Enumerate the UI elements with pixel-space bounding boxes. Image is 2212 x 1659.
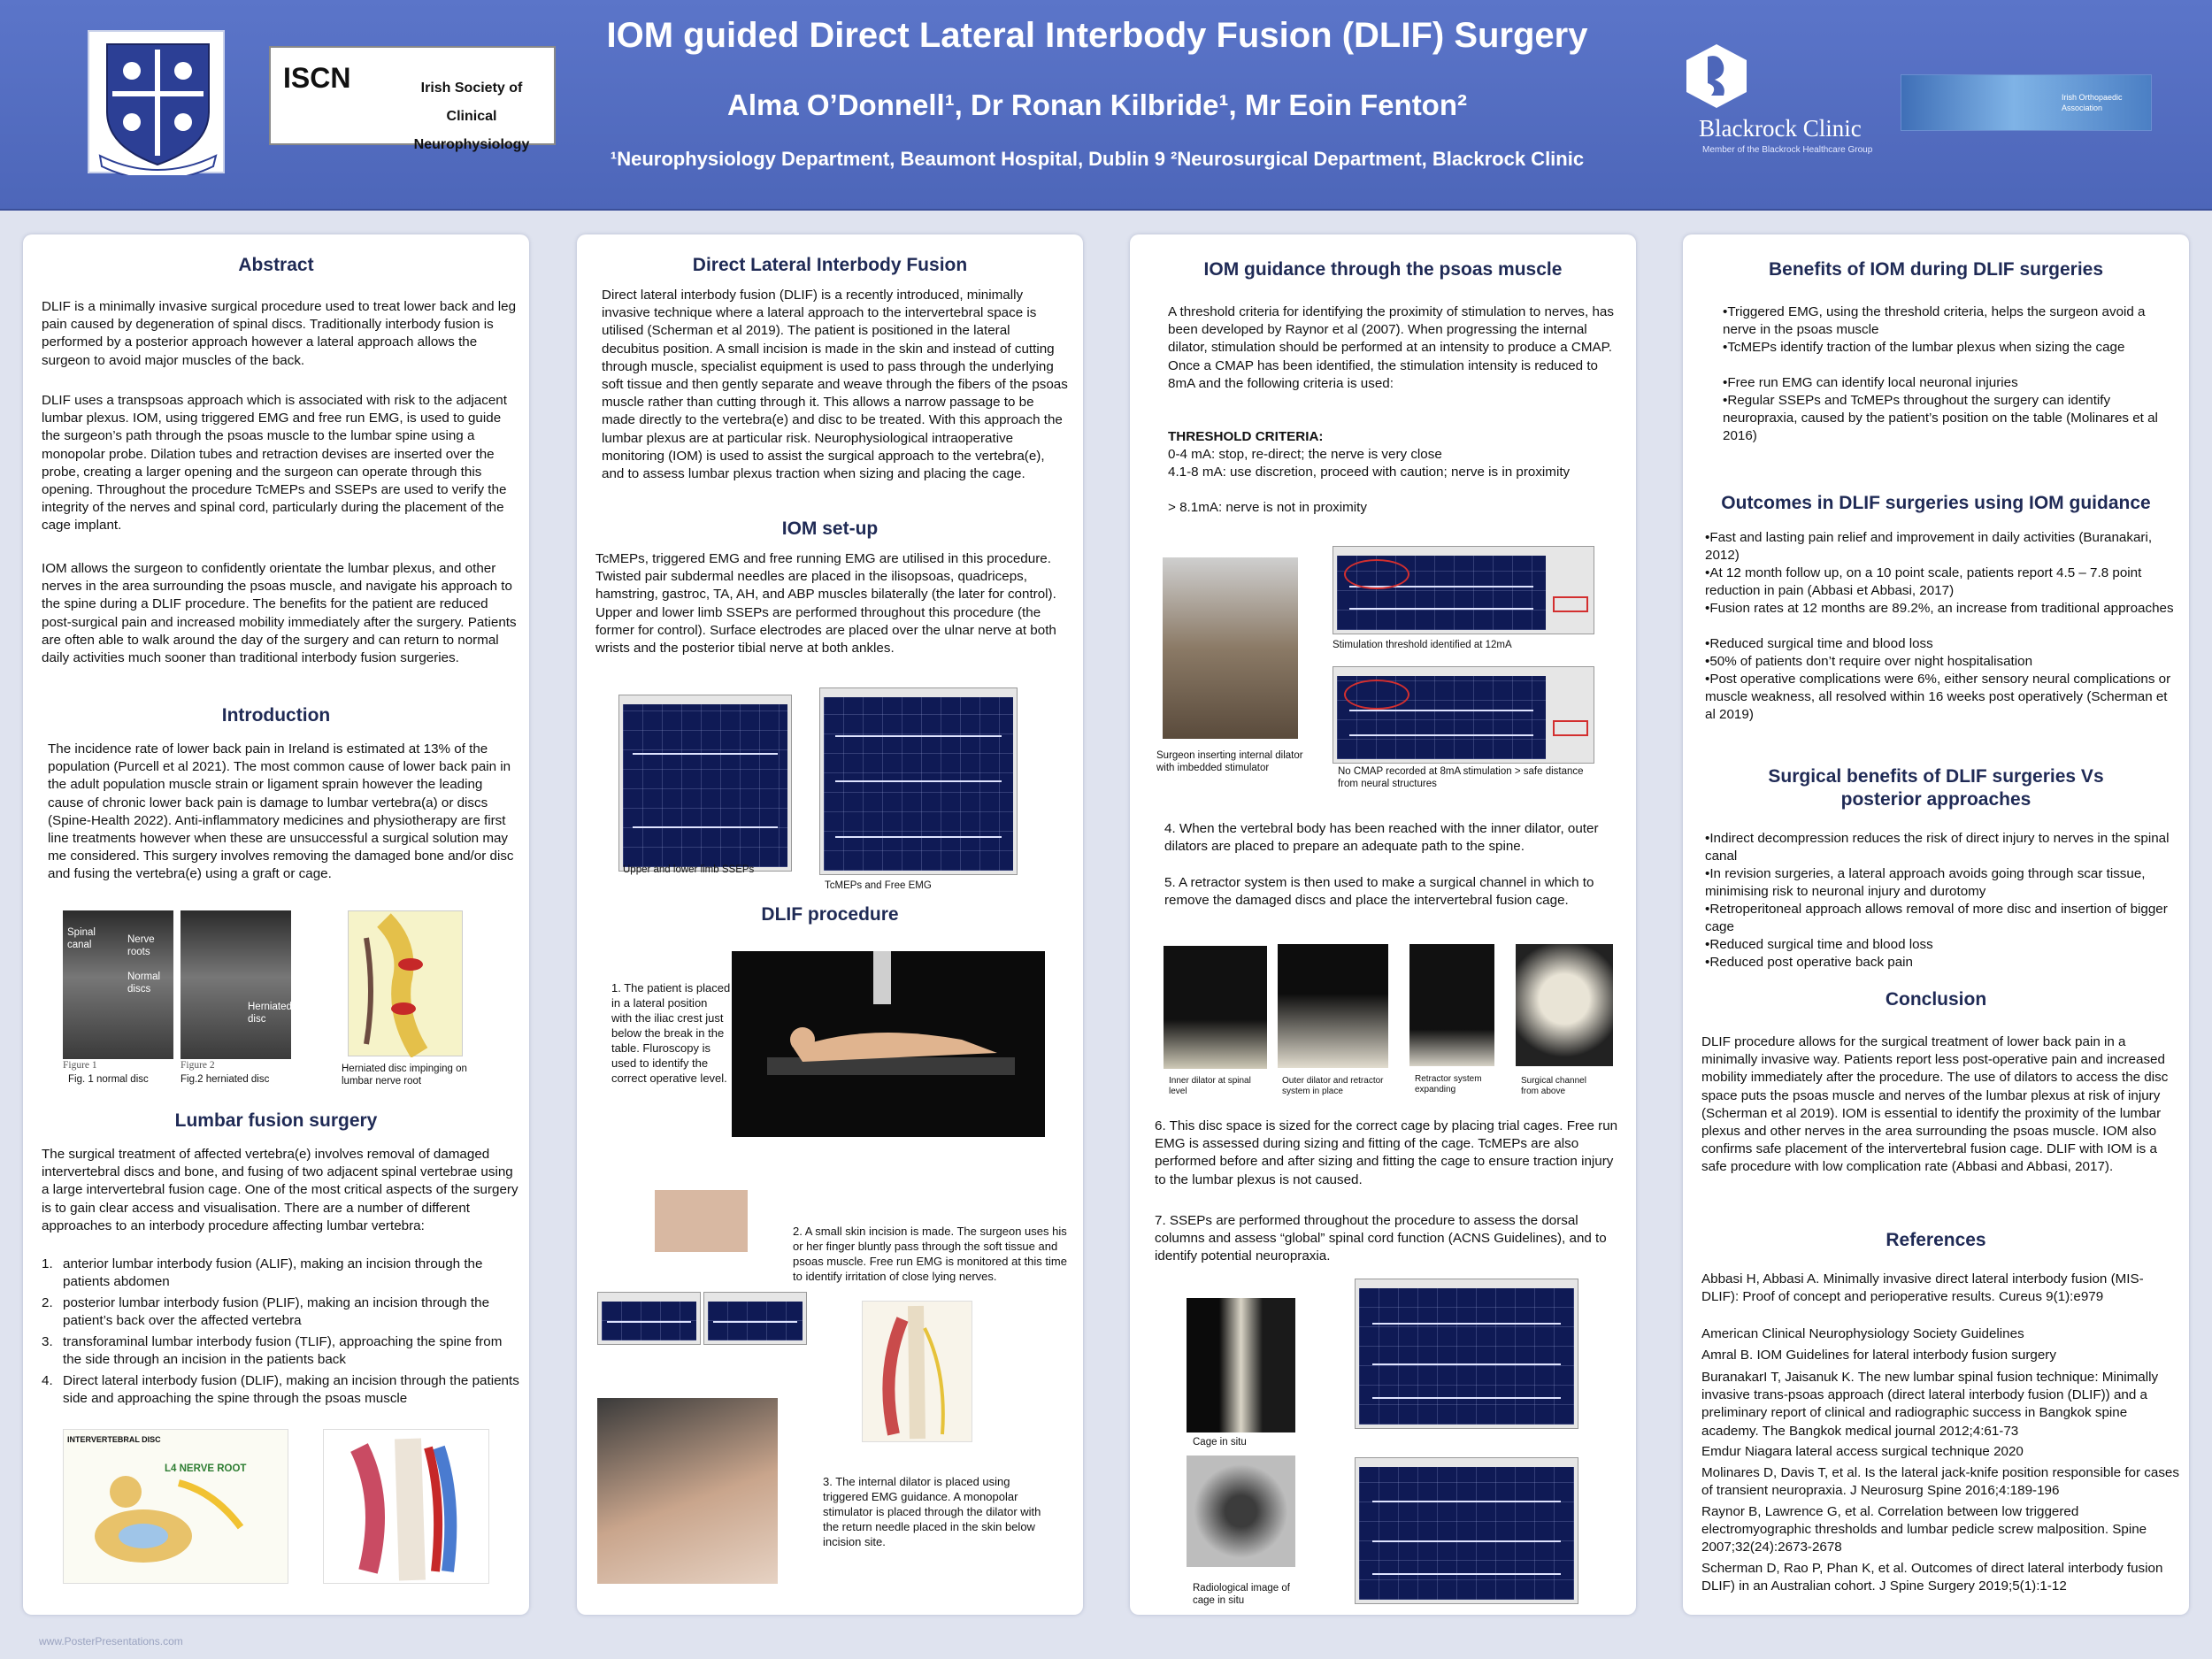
outer-dilator-image [1278,944,1388,1068]
outcome-item: •Reduced surgical time and blood loss [1705,636,1933,651]
cage-in-situ-image [1187,1298,1295,1432]
threshold-12ma-screenshot [1333,546,1594,634]
reference-item: Scherman D, Rao P, Phan K, et al. Outcomes of direct lateral interbody fusion DLIF) in an Australian cohort. J Spine Surgery 2019;5(1):1-12 [1701,1561,2163,1594]
benefit-item: •Free run EMG can identify local neuronal injuries [1723,375,2018,390]
psoas-paragraph: A threshold criteria for identifying the proximity of stimulation to nerves, has been developed by Raynor et al (2007). When progressing the internal dilator, stimulation should be performed at an intensity to produce a CMAP. Once a CMAP has been identified, the stimulation intensity is reduced to 8mA and the following criteria is used: [1168,304,1614,391]
introduction-heading: Introduction [221,705,331,726]
approach-number: 3. [42,1334,53,1349]
approach-text: posterior lumbar interbody fusion (PLIF), making an incision through the patient’s back over the affected vertebra [63,1295,490,1329]
radiological-caption: Radiological image of cage in situ [1193,1583,1290,1606]
internal-dilator-illustration [597,1398,778,1584]
blackrock-clinic-name: Blackrock Clinic [1699,115,1862,142]
free-run-emg-screenshot-2 [703,1292,807,1345]
herniated-disc-caption: Herniated disc impinging on lumbar nerve root [342,1064,467,1087]
procedure-step-1: 1. The patient is placed in a lateral position with the iliac crest just below the break in the table. Fluroscopy is used to identify the correct operative level. [611,981,731,1085]
threshold-criterion-3: > 8.1mA: nerve is not in proximity [1168,500,1367,515]
column-psoas [1130,234,1636,1615]
tcmep-waveform-screenshot [819,687,1018,875]
approach-text: Direct lateral interbody fusion (DLIF), making an incision through the patients side and approaching the spine through the psoas muscle [63,1373,519,1407]
introduction-paragraph: The incidence rate of lower back pain in Ireland is estimated at 13% of the population (Purcell et al 2021). The most common cause of lower back pain in the adult population muscle strain or ligament sprain however the leading cause of chronic lower back pain is damage to lumbar vertebra(a) or discs (Spine-Health 2022). Anti-inflammatory medicines and physiotherapy are first line treatments however when these are unsuccessful a surgical solution may me considered. This surgery involves removing the damaged bone and/or disc and fusing the vertebra(e) using a graft or cage. [48,741,514,882]
benefit-item: •TcMEPs identify traction of the lumbar plexus when sizing the cage [1723,340,2125,355]
dlif-paragraph: Direct lateral interbody fusion (DLIF) is a recently introduced, minimally invasive technique where a lateral approach to the intervertebral space is utilised (Scherman et al 2019). The patient is positioned in the lateral decubitus position. A small incision is made in the skin and instead of cutting through muscle, specialist equipment is used to pass through the underlying soft tissue and then gently separate and weave through the fibers of the psoas muscle rather than cutting through it. This allows a narrow passage to be made directly to the vertebra(e) and disc to be treated. With this approach the lumbar plexus are at particular risk. Neurophysiological intraoperative monitoring (IOM) is used to assist the surgical approach to the vertebra(e), and to assess lumbar plexus traction when sizing and placing the cage. [602,288,1068,482]
skin-incision-image [655,1190,748,1252]
radiological-cage-image [1187,1455,1295,1567]
approach-item [42,1294,519,1333]
surgical-benefit-item: •Retroperitoneal approach allows removal of more disc and insertion of bigger cage [1705,902,2168,935]
abstract-paragraph-1: DLIF is a minimally invasive surgical procedure used to treat lower back and leg pain caused by degeneration of spinal discs. Traditionally interbody fusion is performed by a posterior approach however a lateral approach allows the surgeon to avoid major muscles of the back. [42,299,517,368]
cage-caption: Cage in situ [1193,1437,1247,1448]
surgical-benefits-heading: Surgical benefits of DLIF surgeries Vs posterior approaches [1768,766,2104,810]
threshold-criteria-heading: THRESHOLD CRITERIA: [1168,429,1324,444]
reference-item: BuranakarI T, Jaisanuk K. The new lumbar spinal fusion technique: Minimally invasive trans-psoas approach (direct lateral interbody fusion (DLIF)) and a preliminary report of clinical and radiographic success in Bangkok spine academy. The Bangkok medical journal 2012;4:61-73 [1701,1370,2159,1439]
patient-lateral-position-image [732,951,1045,1137]
poster-affiliations: ¹Neurophysiology Department, Beaumont Hospital, Dublin 9 ²Neurosurgical Department, Blackrock Clinic [610,148,1585,170]
threshold-criterion-2: 4.1-8 mA: use discretion, proceed with caution; nerve is in proximity [1168,465,1571,480]
iscn-name: Irish Society of Clinical Neurophysiology [413,81,530,152]
references-heading: References [1886,1230,1986,1250]
column-dlif [577,234,1083,1615]
cmap-highlight-circle [1344,559,1409,589]
reference-item: Molinares D, Davis T, et al. Is the lateral jack-knife position responsible for cases of transient neuropraxia. J Neurosurg Spine 2016;4:189-196 [1701,1465,2179,1499]
approach-number: 1. [42,1256,53,1271]
ssep-waveform-screenshot-2 [1355,1279,1578,1429]
cmap-highlight-circle [1344,680,1409,710]
threshold-criterion-1: 0-4 mA: stop, re-direct; the nerve is very close [1168,447,1442,462]
approach-number: 4. [42,1373,53,1388]
mri-label-canal: Spinal canal [67,927,96,950]
img-caption-outer-dilator: Outer dilator and retractor system in place [1282,1076,1384,1096]
diagram-title: INTERVERTEBRAL DISC [67,1435,161,1444]
lumbar-fusion-heading: Lumbar fusion surgery [174,1110,378,1131]
conclusion-paragraph: DLIF procedure allows for the surgical treatment of lower back pain in a minimally invasive way. Patients report less post-operative pain and increased mobility immediately after the procedure. The use of dilators to access the disc space puts the psoas muscle and nerves of the lumbar plexus at risk of injury (Scherman et al 2019). IOM is essential to identify the proximity of the lumbar plexus and other nerves in the area surrounding the psoas muscle. IOM also confirms safe placement of the intervertebral fusion cage. DLIF with IOM is a safe procedure with low complication rate (Abbasi and Abbasi, 2017). [1701,1034,2169,1175]
diagram-nerve-label: L4 NERVE ROOT [165,1463,247,1474]
blackrock-clinic-subtitle: Member of the Blackrock Healthcare Group [1702,145,1873,155]
mri-label-disc: Normal discs [127,972,161,995]
conclusion-heading: Conclusion [1885,989,1987,1010]
intervertebral-disc-diagram [63,1429,288,1584]
threshold-12ma-caption: Stimulation threshold identified at 12mA [1333,640,1512,650]
abstract-paragraph-3: IOM allows the surgeon to confidently orientate the lumbar plexus, and other nerves in the area surrounding the psoas muscle, and navigate his approach to the spine during a DLIF procedure. The benefits for the patient are reduced post-surgical pain and increased mobility immediately after the surgery. Patients are often able to walk around the day of the surgery and can return to normal daily activities much sooner than traditional interbody fusion surgeries. [42,561,517,666]
figure-1-caption: Fig. 1 normal disc [68,1074,149,1085]
benefit-item: •Triggered EMG, using the threshold criteria, helps the surgeon avoid a nerve in the psoas muscle [1723,304,2146,338]
herniated-disc-diagram [348,910,463,1056]
reference-item: Amral B. IOM Guidelines for lateral interbody fusion surgery [1701,1348,2056,1363]
iscn-code: ISCN [283,62,351,94]
stim-value-highlight [1553,720,1588,736]
approach-item [42,1333,519,1372]
lateral-approach-illustration [323,1429,489,1584]
mri-herniated-disc-image [180,910,291,1059]
approach-text: anterior lumbar interbody fusion (ALIF), making an incision through the patients abdomen [63,1256,483,1290]
no-cmap-caption: No CMAP recorded at 8mA stimulation > safe distance from neural structures [1338,766,1584,789]
dlif-procedure-heading: DLIF procedure [761,904,899,925]
procedure-step-6: 6. This disc space is sized for the correct cage by placing trial cages. Free run EMG is assessed during sizing and fitting of the cage. TcMEPs are also performed before and after sizing and fitting the cage to ensure traction injury to the lumbar plexus is not caused. [1155,1118,1618,1187]
psoas-heading: IOM guidance through the psoas muscle [1203,259,1563,280]
iscn-logo [269,46,556,152]
footer-website[interactable]: www.PosterPresentations.com [39,1635,183,1647]
no-cmap-8ma-screenshot [1333,666,1594,764]
dlif-heading: Direct Lateral Interbody Fusion [692,255,968,275]
inner-dilator-image [1164,946,1267,1069]
approach-item [42,1372,519,1411]
ssep-caption: Upper and lower limb SSEPs [623,864,755,875]
outcome-item: •Post operative complications were 6%, either sensory neural complications or muscle weakness, all resolved within 16 weeks post operatively (Scherman et al 2019) [1705,672,2171,723]
approach-item [42,1256,519,1294]
procedure-step-2: 2. A small skin incision is made. The surgeon uses his or her finger bluntly pass through the soft tissue and psoas muscle. Free run EMG is monitored at this time to identify irritation of close lying nerves. [793,1225,1067,1283]
poster-header [0,0,2212,211]
mri-label-nerve: Nerve roots [127,934,155,957]
reference-item: Raynor B, Lawrence G, et al. Correlation between low triggered electromyographic thresholds and lumbar pedicle screw malposition. Spine 2007;32(24):2673-2678 [1701,1504,2147,1555]
surgical-channel-image [1516,944,1613,1066]
surgical-benefit-item: •Reduced post operative back pain [1705,955,1913,970]
stim-value-highlight [1553,596,1588,612]
benefit-item: •Regular SSEPs and TcMEPs throughout the surgery can identify neuropraxia, caused by the patient’s position on the table (Molinares et al 2016) [1723,393,2158,444]
outcomes-heading: Outcomes in DLIF surgeries using IOM guidance [1721,493,2151,513]
lumbar-fusion-paragraph: The surgical treatment of affected vertebra(e) involves removal of damaged intervertebral discs and bone, and fusing of two adjacent spinal vertebrae using a large intervertebral fusion cage. One of the most critical aspects of the surgery is to gain clear access and visualisation. There are a number of different approaches to an interbody procedure affecting lumbar vertebra: [42,1147,518,1233]
tcmep-caption: TcMEPs and Free EMG [825,880,932,891]
approach-number: 2. [42,1295,53,1310]
surgical-benefit-item: •Indirect decompression reduces the risk of direct injury to nerves in the spinal canal [1705,831,2170,864]
lumbar-plexus-diagram [862,1301,972,1442]
figure-2-label: Figure 2 [180,1060,215,1071]
crest-logo [88,30,225,173]
procedure-step-3: 3. The internal dilator is placed using triggered EMG guidance. A monopolar stimulator is placed through the dilator with the return needle placed in the skin below incision site. [823,1475,1041,1548]
reference-item: Abbasi H, Abbasi A. Minimally invasive direct lateral interbody fusion (MIS-DLIF): Proof of concept and perioperative results. Cureus 9(1):e979 [1701,1271,2144,1305]
outcome-item: •At 12 month follow up, on a 10 point scale, patients report 4.5 – 7.8 point reduction in pain (Abbasi et Abbasi, 2017) [1705,565,2142,599]
approach-text: transforaminal lumbar interbody fusion (TLIF), approaching the spine from the side through an incision in the patients back [63,1334,503,1368]
ioa-text: Irish Orthopaedic Association [2062,93,2123,112]
figure-1-label: Figure 1 [63,1060,97,1071]
ssep-waveform-screenshot [618,695,792,872]
iom-setup-heading: IOM set-up [781,518,879,539]
poster-title: IOM guided Direct Lateral Interbody Fusion (DLIF) Surgery [606,16,1588,55]
approaches-list [42,1256,519,1406]
benefits-heading: Benefits of IOM during DLIF surgeries [1768,259,2104,280]
retractor-expanding-image [1409,944,1494,1066]
surgical-benefit-item: •Reduced surgical time and blood loss [1705,937,1933,952]
iom-setup-paragraph: TcMEPs, triggered EMG and free running EMG are utilised in this procedure. Twisted pair subdermal needles are placed in the ilisopsoas, quadriceps, hamstring, gastroc, TA, AH, and ABP muscles bilaterally (the later for control). Upper and lower limb SSEPs are performed throughout this procedure (the former for control). Surface electrodes are placed over the ulnar nerve at both wrists and the posterior tibial nerve at both ankles. [595,551,1056,657]
figure-2-caption: Fig.2 herniated disc [180,1074,270,1085]
abstract-heading: Abstract [238,255,314,275]
reference-item: American Clinical Neurophysiology Society Guidelines [1701,1326,2024,1341]
procedure-step-7: 7. SSEPs are performed throughout the procedure to assess the dorsal columns and assess “global” spinal cord function (ACNS Guidelines), and to identify potential neuropraxia. [1155,1213,1607,1264]
column-abstract [23,234,529,1615]
poster-authors: Alma O’Donnell¹, Dr Ronan Kilbride¹, Mr Eoin Fenton² [727,88,1467,121]
surgeon-dilator-image [1163,557,1298,739]
outcome-item: •Fast and lasting pain relief and improvement in daily activities (Buranakari, 2012) [1705,530,2153,564]
reference-item: Emdur Niagara lateral access surgical technique 2020 [1701,1444,2024,1459]
img-caption-channel: Surgical channel from above [1521,1076,1586,1096]
abstract-paragraph-2: DLIF uses a transpsoas approach which is associated with risk to the adjacent lumbar plexus. IOM, using triggered EMG and free run EMG, is used to guide the surgeon’s path through the psoas muscle to the lumbar spine using a monopolar probe. Dilation tubes and retraction devises are inserted over the probe, creating a larger opening and the surgeon can operate through this opening. Throughout the procedure TcMEPs and SSEPs are used to verify the integrity of the nerves and spinal cord, particularly during the placement of the cage implant. [42,393,507,534]
ssep-waveform-screenshot-3 [1355,1457,1578,1604]
surgeon-caption: Surgeon inserting internal dilator with imbedded stimulator [1156,750,1303,773]
img-caption-retractor: Retractor system expanding [1415,1074,1482,1094]
procedure-step-5: 5. A retractor system is then used to make a surgical channel in which to remove the damaged discs and place the intervertebral fusion cage. [1164,875,1594,909]
free-run-emg-screenshot-1 [597,1292,701,1345]
outcome-item: •50% of patients don’t require over night hospitalisation [1705,654,2033,669]
img-caption-inner-dilator: Inner dilator at spinal level [1169,1076,1251,1096]
outcome-item: •Fusion rates at 12 months are 89.2%, an increase from traditional approaches [1705,601,2174,616]
surgical-benefit-item: •In revision surgeries, a lateral approach avoids going through scar tissue, minimising risk to neuronal injury and durotomy [1705,866,2146,900]
procedure-step-4: 4. When the vertebral body has been reached with the inner dilator, outer dilators are placed to prepare an adequate path to the spine. [1164,821,1599,855]
column-benefits [1683,234,2189,1615]
mri-label-herniated: Herniated disc [248,1002,292,1025]
